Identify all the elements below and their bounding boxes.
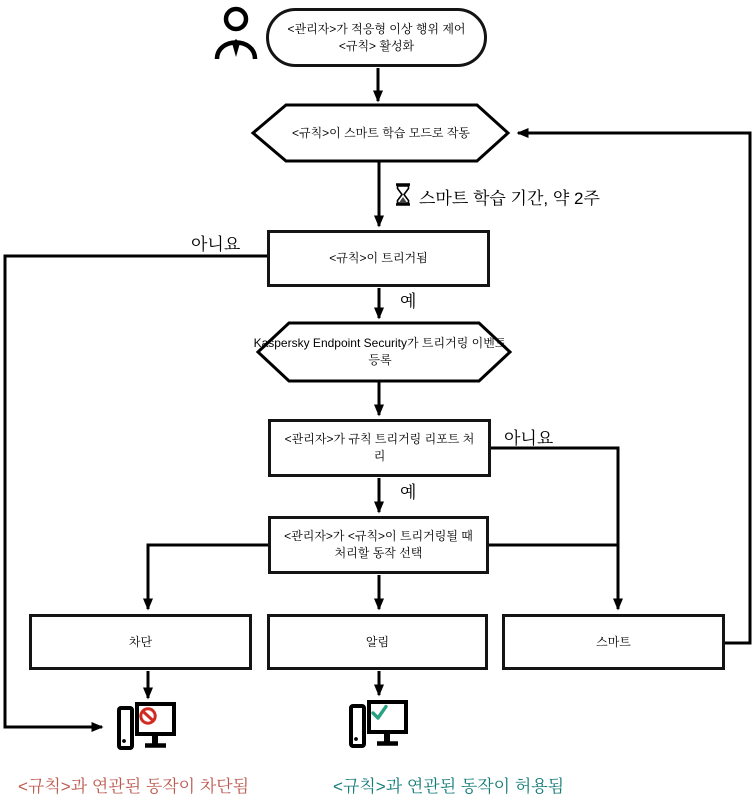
smart-mode-hexagon (256, 107, 506, 159)
computer-allowed-icon (348, 700, 410, 752)
computer-blocked-icon (116, 702, 178, 754)
smart-mode-label: <규칙>이 스마트 학습 모드로 작동 (291, 125, 471, 140)
rule-triggered-label: <규칙>이 트리거됨 (329, 251, 428, 266)
action-block-label: 차단 (128, 634, 153, 649)
report-processing-node (268, 419, 491, 477)
edge-smart-feedback-loop (518, 133, 750, 643)
person-icon (211, 6, 261, 62)
outcome-blocked-caption: <규칙>과 연관된 동작이 차단됨 (18, 777, 250, 796)
action-notify-label: 알림 (365, 634, 390, 649)
action-selection-node (268, 516, 489, 574)
rule-triggered-yes-label: 예 (400, 292, 417, 311)
report-yes-label: 예 (400, 483, 417, 502)
rule-triggered-node (267, 230, 490, 287)
start-node (266, 8, 487, 67)
report-no-label: 아니요 (504, 429, 554, 448)
edge-action-to-block (148, 545, 268, 609)
action-smart-label: 스마트 (596, 634, 631, 649)
report-processing-label: <관리자>가 규칙 트리거링 리포트 처리 (284, 432, 475, 463)
start-node-label: <관리자>가 적응형 이상 행위 제어 <규칙> 활성화 (287, 21, 466, 53)
outcome-allowed-caption: <규칙>과 연관된 동작이 허용됨 (333, 777, 565, 796)
event-registered-label: Kaspersky Endpoint Security가 트리거링 이벤트 등록 (253, 336, 507, 367)
action-block-node (29, 614, 252, 670)
learning-period-label: 스마트 학습 기간, 약 2주 (419, 189, 600, 208)
event-registered-hexagon (249, 325, 511, 379)
rule-triggered-no-label: 아니요 (191, 235, 241, 254)
edge-report-no-to-smart (491, 448, 618, 609)
action-selection-label: <관리자>가 <규칙>이 트리거링될 때 처리할 동작 선택 (284, 529, 473, 560)
hourglass-icon (394, 183, 412, 206)
action-notify-node (267, 614, 488, 670)
action-smart-node (502, 614, 725, 670)
